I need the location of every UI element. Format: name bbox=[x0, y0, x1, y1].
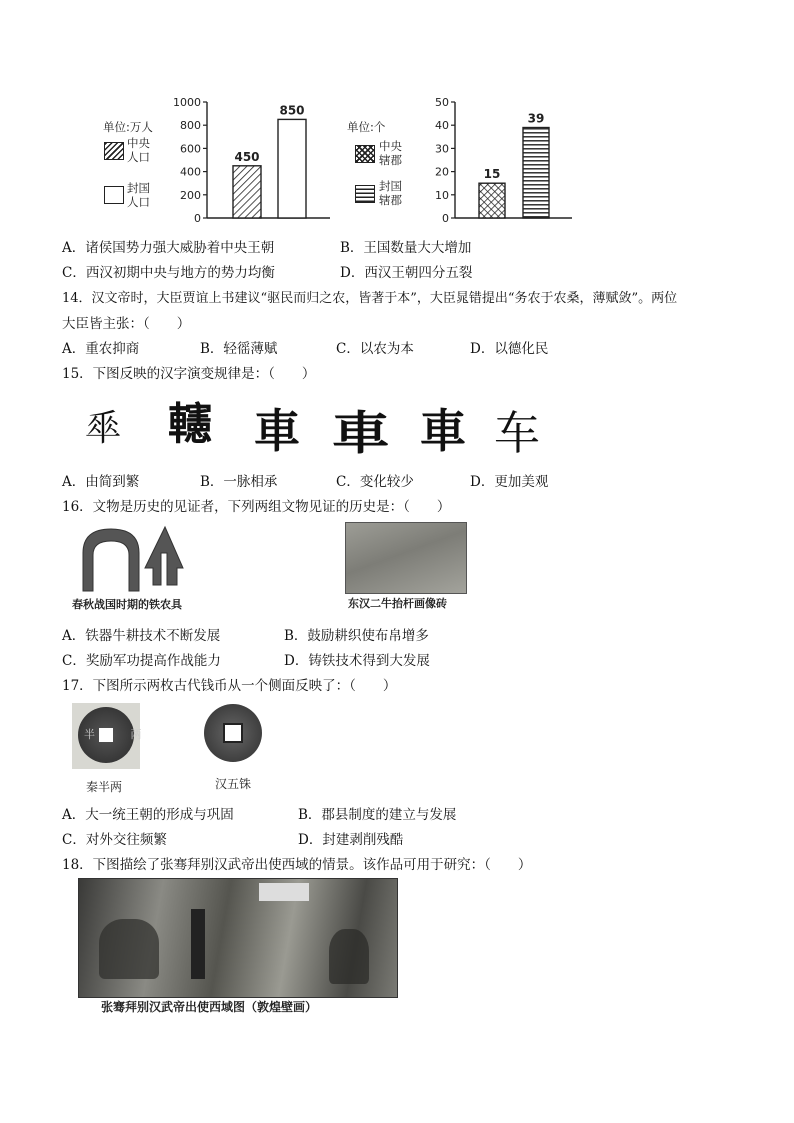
q14-option-a[interactable]: A．重农抑商 bbox=[62, 341, 140, 357]
q13-option-b[interactable]: B．王国数量大大增加 bbox=[340, 240, 472, 256]
q14-stem-line2: 大臣皆主张：（ ） bbox=[62, 316, 191, 332]
q15-option-b[interactable]: B．一脉相承 bbox=[200, 474, 278, 490]
q14-stem-line1: 14．汉文帝时，大臣贾谊上书建议“驱民而归之农，皆著于本”，大臣晁错提出“务农于农桑，薄赋敛”。两位 bbox=[62, 291, 678, 306]
coin-banliang-image bbox=[72, 703, 158, 769]
character-evolution-figure bbox=[82, 395, 552, 460]
legend-swatch-central-commanderies bbox=[355, 145, 375, 163]
y-tick-label: 400 bbox=[180, 165, 201, 179]
q15-stem: 15．下图反映的汉字演变规律是：（ ） bbox=[62, 366, 316, 382]
iron-tools-caption: 春秋战国时期的铁农具 bbox=[72, 598, 182, 611]
iron-tools-image bbox=[75, 523, 195, 593]
chart-commanderies bbox=[345, 92, 580, 227]
y-tick-label: 20 bbox=[435, 165, 449, 179]
bar-value-label: 450 bbox=[234, 149, 260, 164]
bar-value-label: 15 bbox=[483, 167, 501, 182]
bar-chart-population bbox=[165, 92, 340, 227]
y-tick-label: 50 bbox=[435, 96, 449, 109]
q16-option-b[interactable]: B．鼓励耕织使布帛增多 bbox=[284, 628, 429, 644]
y-tick-label: 10 bbox=[435, 188, 449, 202]
bar-fief bbox=[278, 119, 306, 218]
q16-option-c[interactable]: C．奖励军功提高作战能力 bbox=[62, 653, 221, 669]
y-tick-label: 1000 bbox=[173, 96, 201, 109]
zhangqian-mural-caption: 张骞拜别汉武帝出使西域图（敦煌壁画） bbox=[101, 1000, 318, 1014]
q18-stem: 18．下图描绘了张骞拜别汉武帝出使西域的情景。该作品可用于研究：（ ） bbox=[62, 857, 532, 873]
bar-fief bbox=[523, 128, 549, 218]
chart-population bbox=[95, 92, 335, 227]
y-tick-label: 40 bbox=[435, 119, 449, 133]
q13-option-d[interactable]: D．西汉王朝四分五裂 bbox=[340, 265, 473, 281]
q16-stem: 16．文物是历史的见证者，下列两组文物见证的历史是：（ ） bbox=[62, 499, 451, 515]
q17-option-c[interactable]: C．对外交往频繁 bbox=[62, 832, 167, 848]
glyph-simplified: 车 bbox=[494, 406, 540, 460]
bar-value-label: 850 bbox=[279, 103, 305, 118]
q15-option-d[interactable]: D．更加美观 bbox=[470, 474, 549, 490]
q17-option-d[interactable]: D．封建剥削残酷 bbox=[298, 832, 404, 848]
y-tick-label: 0 bbox=[194, 212, 201, 225]
q17-option-a[interactable]: A．大一统王朝的形成与巩固 bbox=[62, 807, 234, 823]
glyph-oracle-bone: 𠦬 bbox=[84, 406, 123, 450]
zhangqian-mural-image bbox=[78, 878, 398, 998]
q17-stem: 17．下图所示两枚古代钱币从一个侧面反映了：（ ） bbox=[62, 678, 397, 694]
bar-central bbox=[479, 183, 505, 218]
q17-option-b[interactable]: B．郡县制度的建立与发展 bbox=[298, 807, 457, 823]
ox-plough-brick-caption: 东汉二牛抬杆画像砖 bbox=[348, 597, 447, 610]
q14-option-b[interactable]: B．轻徭薄赋 bbox=[200, 341, 278, 357]
q15-option-a[interactable]: A．由简到繁 bbox=[62, 474, 140, 490]
glyph-seal: 車 bbox=[254, 404, 300, 458]
legend-swatch-fief-commanderies bbox=[355, 185, 375, 203]
y-tick-label: 200 bbox=[180, 188, 201, 202]
bar-central bbox=[233, 166, 261, 218]
q16-option-d[interactable]: D．铸铁技术得到大发展 bbox=[284, 653, 430, 669]
glyph-regular: 車 bbox=[420, 404, 466, 458]
q15-option-c[interactable]: C．变化较少 bbox=[336, 474, 414, 490]
coin-banliang-caption: 秦半两 bbox=[86, 780, 123, 794]
y-tick-label: 800 bbox=[180, 119, 201, 133]
ox-plough-brick-image bbox=[345, 522, 467, 594]
y-tick-label: 0 bbox=[442, 212, 449, 225]
legend-label-fief-population: 封国 人口 bbox=[127, 181, 150, 209]
legend-label-central-commanderies: 中央 辖郡 bbox=[379, 139, 402, 167]
bar-chart-commanderies bbox=[417, 92, 577, 227]
legend-swatch-central-population bbox=[104, 142, 124, 160]
coin-wuzhu-caption: 汉五铢 bbox=[215, 777, 252, 791]
y-tick-label: 600 bbox=[180, 142, 201, 156]
legend-title-population: 单位:万人 bbox=[103, 120, 153, 134]
legend-swatch-fief-population bbox=[104, 186, 124, 204]
bar-value-label: 39 bbox=[527, 111, 545, 126]
q14-option-c[interactable]: C．以农为本 bbox=[336, 341, 414, 357]
legend-label-fief-commanderies: 封国 辖郡 bbox=[379, 179, 402, 207]
glyph-bronze: 𨏥 bbox=[168, 399, 212, 450]
q13-option-c[interactable]: C．西汉初期中央与地方的势力均衡 bbox=[62, 265, 275, 281]
y-tick-label: 30 bbox=[435, 142, 449, 156]
coin-banliang-inscription: 半 两 bbox=[84, 728, 158, 741]
legend-label-central-population: 中央 人口 bbox=[127, 136, 150, 164]
glyph-clerical: 車 bbox=[332, 406, 390, 460]
q16-option-a[interactable]: A．铁器牛耕技术不断发展 bbox=[62, 628, 221, 644]
q14-option-d[interactable]: D．以德化民 bbox=[470, 341, 549, 357]
q13-option-a[interactable]: A．诸侯国势力强大威胁着中央王朝 bbox=[62, 240, 275, 256]
legend-title-commanderies: 单位:个 bbox=[347, 120, 386, 134]
coin-wuzhu-image bbox=[204, 704, 262, 762]
